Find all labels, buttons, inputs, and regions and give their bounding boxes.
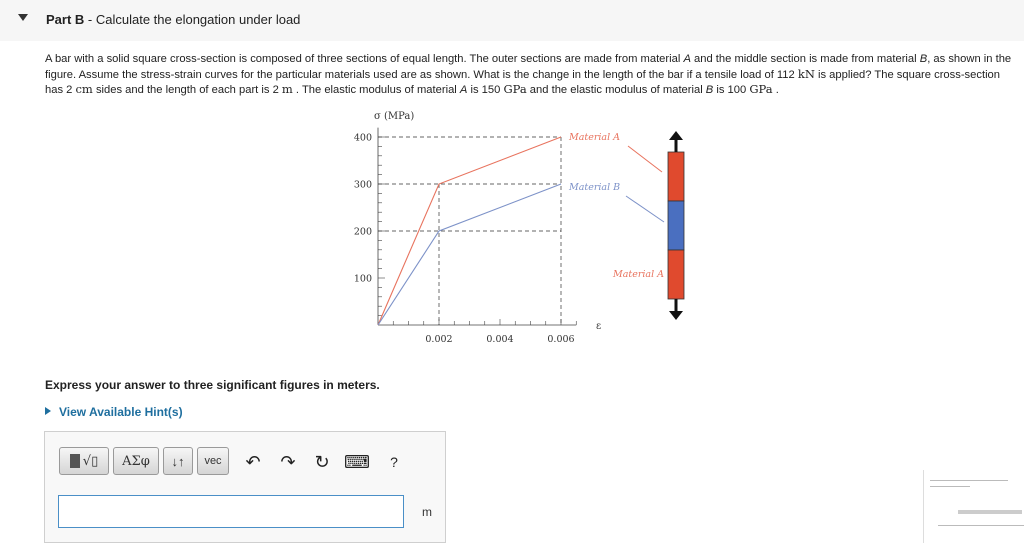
x-tick-label: 0.004 (486, 334, 514, 345)
part-label: Part B (46, 12, 85, 27)
y-tick-label: 100 (353, 273, 372, 285)
bar-section-material-a-bottom (668, 250, 684, 299)
undo-icon[interactable]: ↶ (245, 451, 261, 472)
fraction-template-icon (70, 454, 80, 468)
y-tick-label: 400 (353, 132, 372, 144)
label-material-a-bottom: Material A (613, 269, 664, 280)
bar-section-material-b (668, 201, 684, 250)
x-tick-label: 0.006 (547, 334, 575, 345)
answer-unit: m (422, 505, 432, 519)
answer-panel (44, 431, 446, 543)
keyboard-icon[interactable]: ⌨ (344, 451, 370, 472)
templates-button[interactable]: √▯ (59, 447, 109, 475)
problem-statement: A bar with a solid square cross-section is composed of three sections of equal length. The outer sections are made from material A and the middle section is made from material B, as shown in the figure. Assume the stress-strain curves for the particular materials used are as shown. What is the change in the length of the bar if a tensile load of 112 kN is applied? The square cross-section has 2 cm sides and the length of each part is 2 m . The elastic modulus of material A is 150 GPa and the elastic modulus of material B is 100 GPa . (45, 53, 1012, 96)
load-arrow-up-icon (669, 131, 683, 140)
reset-icon[interactable]: ↻ (314, 451, 330, 472)
leader-line-material-b (626, 196, 664, 222)
answer-input[interactable] (58, 495, 404, 528)
redo-icon[interactable]: ↷ (280, 451, 296, 472)
part-title (46, 12, 300, 27)
bar-section-material-a-top (668, 152, 684, 201)
stress-strain-figure (330, 106, 710, 356)
y-tick-label: 300 (353, 179, 372, 191)
vector-button[interactable]: vec (197, 447, 229, 475)
y-tick-label: 200 (353, 226, 372, 238)
label-material-b: Material B (569, 182, 621, 193)
part-separator: - (84, 12, 96, 27)
greek-symbols-button[interactable]: ΑΣφ (113, 447, 159, 475)
feedback-thumbnail (923, 470, 1024, 543)
help-icon[interactable]: ? (390, 454, 398, 470)
series-line-material-b (378, 184, 561, 325)
leader-line-material-a (628, 146, 662, 172)
view-hints-link[interactable]: View Available Hint(s) (45, 405, 183, 419)
part-title-text: Calculate the elongation under load (95, 12, 301, 27)
x-tick-label: 0.002 (425, 334, 453, 345)
composite-bar (668, 131, 684, 320)
expand-triangle-icon (45, 407, 51, 415)
label-material-a-top: Material A (569, 132, 620, 143)
load-arrow-down-icon (669, 311, 683, 320)
x-axis-label: ε (596, 321, 602, 332)
y-axis-label: σ (MPa) (374, 111, 415, 122)
part-header[interactable] (0, 0, 1024, 41)
arrows-button[interactable]: ↓↑ (163, 447, 193, 475)
answer-instruction: Express your answer to three significant figures in meters. (45, 378, 380, 392)
collapse-caret-icon[interactable] (18, 14, 28, 21)
